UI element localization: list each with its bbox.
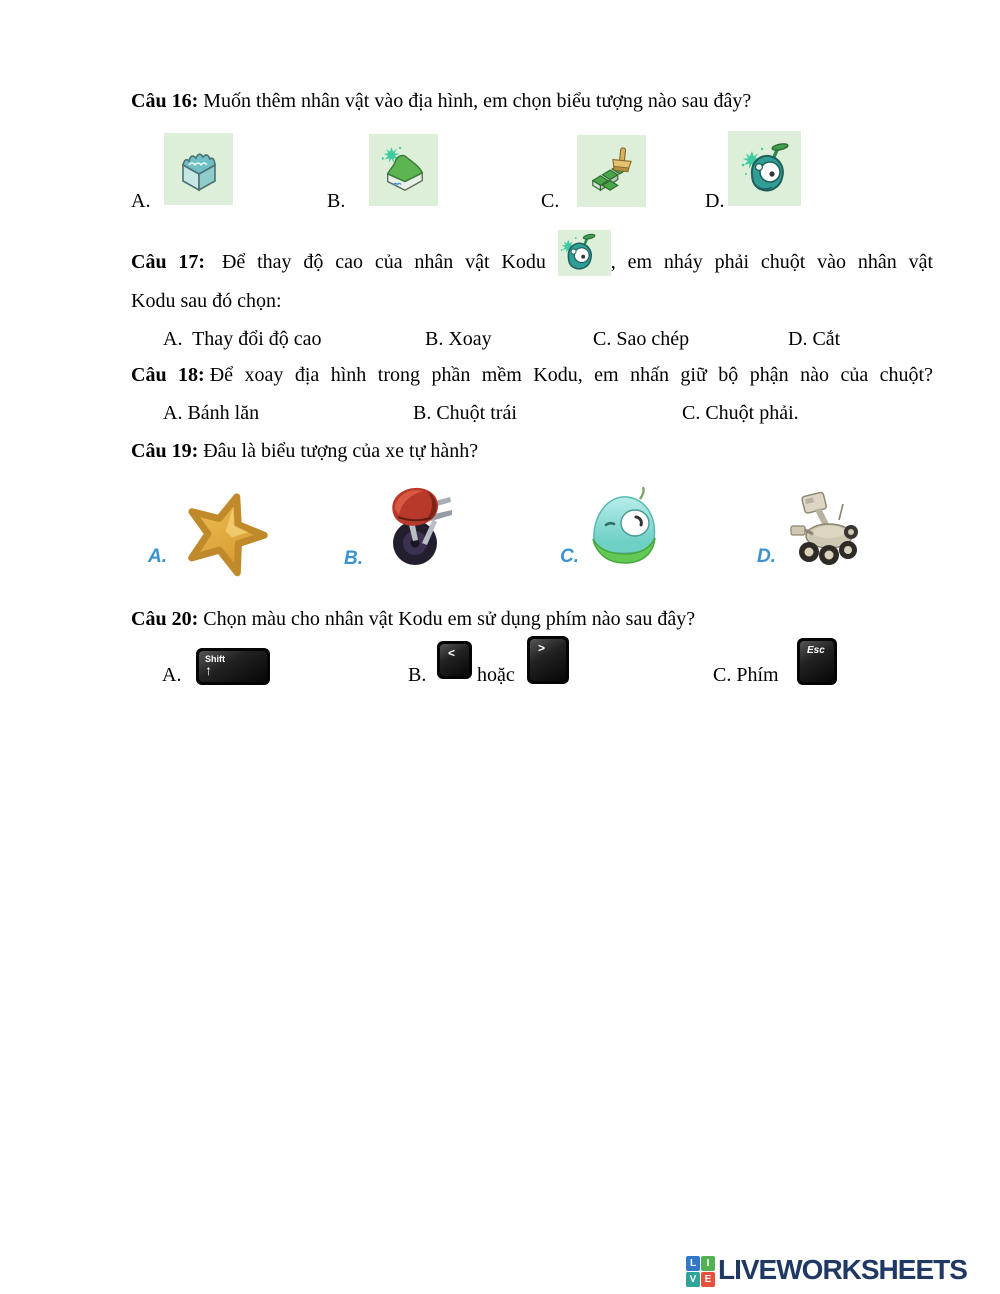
- question-17-number: Câu 17:: [131, 251, 206, 273]
- q16-option-b-image[interactable]: [369, 134, 438, 206]
- question-18-text: [131, 362, 933, 388]
- option-text: Chuột trái: [436, 402, 517, 424]
- q20-option-b-connector: hoặc: [477, 664, 515, 686]
- q16-option-b-label[interactable]: B.: [327, 190, 346, 212]
- q18-option-a[interactable]: [163, 400, 259, 426]
- shift-up-arrow-icon: ↑: [205, 662, 212, 678]
- q16-option-a-image[interactable]: [164, 133, 233, 205]
- logo-square-l: L: [686, 1256, 700, 1271]
- option-label: B.: [425, 328, 444, 350]
- option-text: Chuột phải.: [705, 402, 799, 424]
- q19-option-d-image[interactable]: [787, 486, 859, 572]
- q19-option-a-image[interactable]: [175, 487, 275, 585]
- question-20-text: [131, 606, 695, 632]
- liveworksheets-logo[interactable]: [686, 1254, 967, 1287]
- question-20-number: Câu 20:: [131, 608, 199, 630]
- greater-than-key[interactable]: [527, 636, 569, 684]
- rover-icon: [787, 486, 859, 566]
- logo-wordmark: LIVEWORKSHEETS: [718, 1254, 967, 1285]
- shift-key[interactable]: [196, 648, 270, 685]
- kodu-object-icon: [558, 230, 611, 276]
- question-19-text: [131, 438, 478, 464]
- question-16-body: Muốn thêm nhân vật vào địa hình, em chọn biểu tượng nào sau đây?: [203, 90, 752, 112]
- option-text: Xoay: [448, 328, 492, 350]
- less-than-keycap: [440, 644, 469, 676]
- q16-option-d-label[interactable]: D.: [705, 190, 725, 212]
- q16-option-c-label[interactable]: C.: [541, 190, 560, 212]
- esc-keycap: [800, 641, 834, 682]
- less-than-key-label: <: [448, 646, 456, 660]
- q18-option-c[interactable]: [682, 400, 799, 426]
- kodu-object-icon-small: [558, 232, 598, 274]
- option-label: B.: [413, 402, 432, 424]
- esc-key-label: Esc: [807, 645, 825, 656]
- terrain-hill-icon: [379, 145, 429, 195]
- terrain-brush-icon: [587, 146, 637, 196]
- option-label: C.: [593, 328, 612, 350]
- q18-option-b[interactable]: [413, 400, 517, 426]
- q20-option-b-label[interactable]: B.: [408, 664, 427, 686]
- option-text: Sao chép: [616, 328, 690, 350]
- logo-squares: [686, 1256, 715, 1287]
- question-16-text: [131, 88, 751, 114]
- question-16-number: Câu 16:: [131, 90, 199, 112]
- starfish-icon: [175, 487, 275, 579]
- q16-option-d-image[interactable]: [728, 131, 801, 206]
- shift-key-label: Shift: [205, 654, 225, 664]
- greater-than-key-label: >: [538, 641, 546, 655]
- logo-square-e: E: [701, 1272, 715, 1287]
- option-label: D.: [788, 328, 808, 350]
- question-19-number: Câu 19:: [131, 440, 199, 462]
- option-text: Bánh lăn: [187, 402, 260, 424]
- logo-square-v: V: [686, 1272, 700, 1287]
- esc-key[interactable]: [797, 638, 837, 685]
- question-18-number: Câu 18:: [131, 364, 205, 386]
- shift-keycap: [199, 651, 267, 682]
- option-label: C.: [682, 402, 701, 424]
- question-18-body: Để xoay địa hình trong phần mềm Kodu, em nhấn giữ bộ phận nào của chuột?: [209, 364, 933, 386]
- q19-option-a-label[interactable]: A.: [148, 546, 167, 567]
- option-text: Thay đổi độ cao: [192, 328, 322, 350]
- q16-option-a-label[interactable]: A.: [131, 190, 151, 212]
- question-17-body-part2: , em nháy phải chuột vào nhân vật: [610, 251, 934, 273]
- question-19-body: Đâu là biểu tượng của xe tự hành?: [203, 440, 479, 462]
- option-label: A.: [163, 328, 183, 350]
- cycle-icon: [378, 477, 454, 571]
- q17-option-d[interactable]: [788, 326, 840, 352]
- option-text: Cắt: [812, 328, 841, 350]
- logo-square-i: I: [701, 1256, 715, 1271]
- q19-option-c-image[interactable]: [584, 485, 666, 577]
- q16-option-c-image[interactable]: [577, 135, 646, 207]
- kodu-object-icon: [738, 141, 792, 197]
- question-20-body: Chọn màu cho nhân vật Kodu em sử dụng phím nào sau đây?: [203, 608, 696, 630]
- q19-option-d-label[interactable]: D.: [757, 546, 776, 567]
- greater-than-keycap: [530, 639, 566, 681]
- question-17-line2: Kodu sau đó chọn:: [131, 290, 282, 312]
- q19-option-c-label[interactable]: C.: [560, 546, 579, 567]
- q19-option-b-image[interactable]: [378, 477, 454, 577]
- q17-option-c[interactable]: [593, 326, 689, 352]
- question-17-text: [131, 230, 933, 285]
- option-label: A.: [163, 402, 183, 424]
- kodu-icon: [584, 485, 666, 571]
- less-than-key[interactable]: [437, 641, 472, 679]
- water-tool-icon: [175, 145, 223, 193]
- q17-option-a[interactable]: [163, 326, 322, 352]
- q19-option-b-label[interactable]: B.: [344, 548, 363, 569]
- question-17-body-part1: Để thay độ cao của nhân vật Kodu: [221, 251, 546, 273]
- q17-option-b[interactable]: [425, 326, 492, 352]
- q20-option-c-label[interactable]: C. Phím: [713, 664, 779, 686]
- q20-option-a-label[interactable]: A.: [162, 664, 182, 686]
